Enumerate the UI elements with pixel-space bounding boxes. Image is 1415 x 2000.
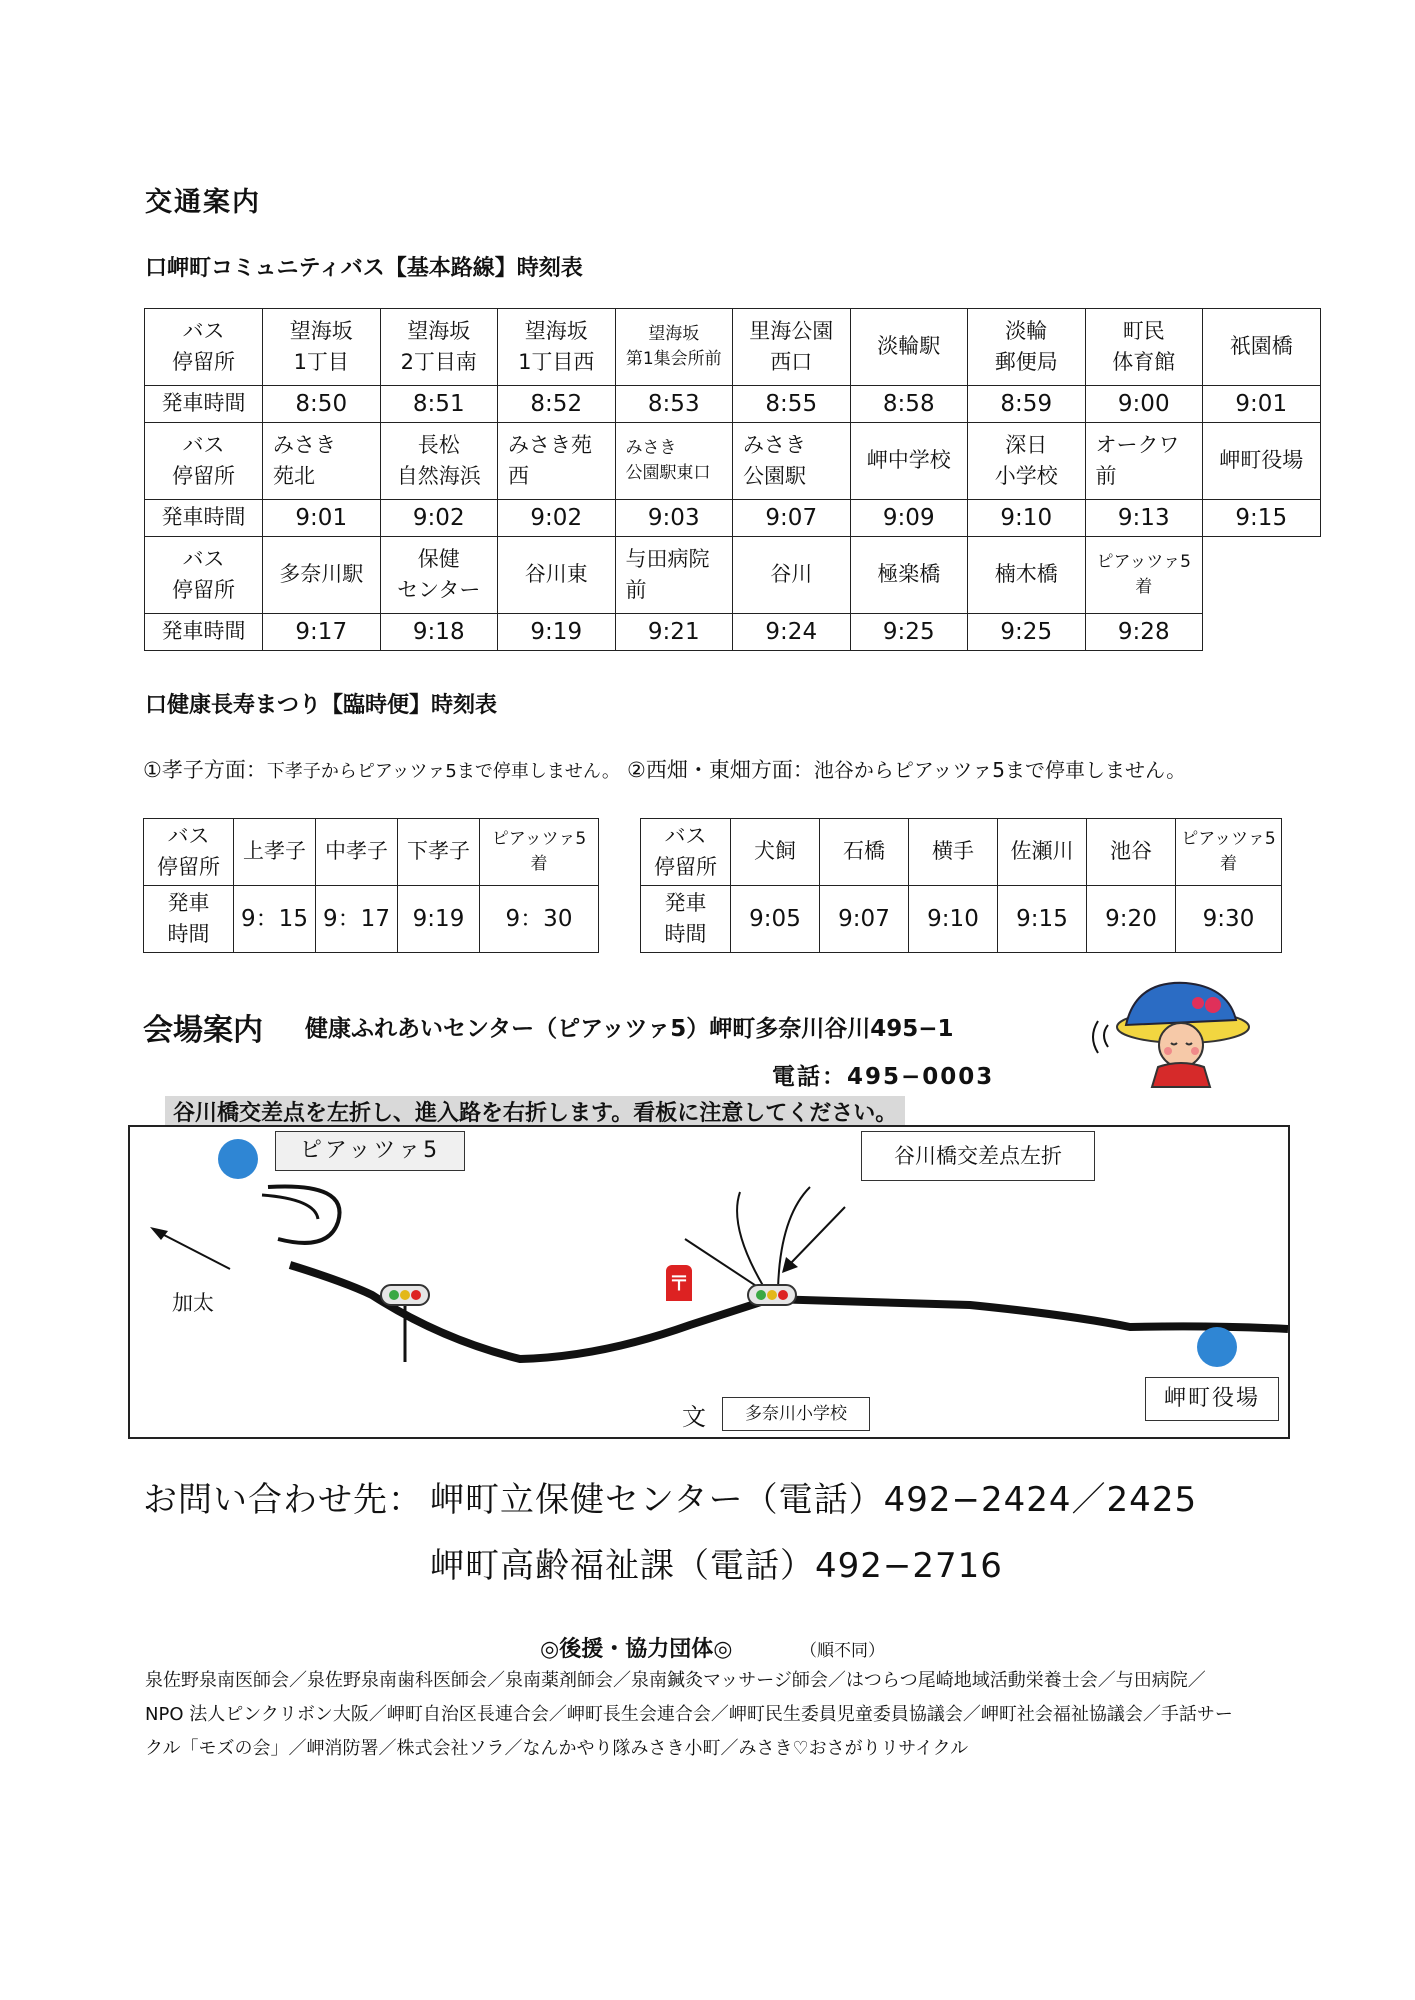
time-row [145, 386, 1321, 423]
school-icon: 文 [682, 1403, 706, 1431]
special-stop-cell: 下孝子 [398, 819, 480, 886]
contact-line1: 岬町立保健センター（電話）492−2424／2425 [430, 1480, 1198, 1520]
bus-stop-cell: 多奈川駅 [263, 537, 381, 614]
traffic-light-icon [747, 1284, 797, 1306]
post-office-icon: 〒 [666, 1265, 692, 1301]
bus-stop-cell: 望海坂 2丁目南 [380, 309, 498, 386]
special-time-cell: 9:20 [1087, 886, 1176, 953]
bus-stop-cell: 望海坂 第1集会所前 [615, 309, 733, 386]
special-time-cell: 9:07 [820, 886, 909, 953]
special-stop-cell: ピアッツァ5 着 [480, 819, 599, 886]
bus-stop-cell: 与田病院 前 [615, 537, 733, 614]
map-office-label: 岬町役場 [1145, 1377, 1279, 1421]
time-row [145, 614, 1321, 651]
special-stop-cell: 佐瀬川 [998, 819, 1087, 886]
contact-label: お問い合わせ先： [143, 1480, 423, 1520]
departure-time-cell: 9:09 [850, 500, 968, 537]
bus-stop-cell: 保健 センター [380, 537, 498, 614]
special-time-cell: 9：15 [234, 886, 316, 953]
venue-place: 健康ふれあいセンター（ピアッツァ5）岬町多奈川谷川495−1 [305, 1016, 954, 1042]
route2-timetable [640, 818, 1282, 953]
departure-time-cell: 9:21 [615, 614, 733, 651]
departure-time-cell: 9:01 [263, 500, 381, 537]
directions: 谷川橋交差点を左折し、進入路を右折します。看板に注意してください。 [165, 1096, 905, 1127]
departure-time-cell: 9:13 [1085, 500, 1203, 537]
bus-timetable [144, 308, 1321, 651]
stop-row [145, 423, 1321, 500]
departure-time-cell: 9:15 [1203, 500, 1321, 537]
bus-stop-cell: 望海坂 1丁目 [263, 309, 381, 386]
departure-time-cell: 9:01 [1203, 386, 1321, 423]
departure-time-cell: 9:17 [263, 614, 381, 651]
office-marker-icon [1197, 1327, 1237, 1367]
bus-stop-cell: ピアッツァ5 着 [1085, 537, 1203, 614]
bus-stop-cell: 淡輪 郵便局 [968, 309, 1086, 386]
contact-line2: 岬町高齢福祉課（電話）492−2716 [430, 1546, 1003, 1586]
map-roads [130, 1127, 1288, 1437]
row-label-time: 発車時間 [145, 386, 263, 423]
departure-time-cell: 8:52 [498, 386, 616, 423]
bus-stop-cell: 淡輪駅 [850, 309, 968, 386]
route2-note-body: 池谷からピアッツァ5まで停車しません。 [813, 758, 1187, 782]
row-label-stop: バス 停留所 [641, 819, 731, 886]
bus-stop-cell: みさき 公園駅 [733, 423, 851, 500]
special-stop-cell: 犬飼 [731, 819, 820, 886]
row-label-time: 発車時間 [145, 500, 263, 537]
special-heading: 口健康長寿まつり【臨時便】時刻表 [145, 693, 498, 718]
stop-row [145, 537, 1321, 614]
route1-note-body: 下孝子からピアッツァ5まで停車しません。 [266, 761, 620, 782]
page-title: 交通案内 [145, 187, 261, 218]
departure-time-cell: 9:24 [733, 614, 851, 651]
bus-stop-cell: 谷川東 [498, 537, 616, 614]
row-label-time: 発車 時間 [641, 886, 731, 953]
departure-time-cell: 8:50 [263, 386, 381, 423]
venue-phone: 電話：495−0003 [772, 1064, 995, 1090]
support-line3: クル「モズの会」／岬消防署／株式会社ソラ／なんかやり隊みさき小町／みさき♡おさがりリサイクル [145, 1738, 969, 1759]
departure-time-cell: 9:25 [968, 614, 1086, 651]
route1-note-head: ①孝子方面： [143, 758, 267, 782]
bus-stop-cell: みさき苑 西 [498, 423, 616, 500]
bus-heading: 口岬町コミュニティバス【基本路線】時刻表 [145, 256, 583, 281]
bus-stop-cell: 岬中学校 [850, 423, 968, 500]
bus-stop-cell: 里海公園 西口 [733, 309, 851, 386]
row-label-stop: バス 停留所 [145, 309, 263, 386]
bus-stop-cell: みさき 苑北 [263, 423, 381, 500]
bus-stop-cell: 祇園橋 [1203, 309, 1321, 386]
support-order: （順不同） [800, 1641, 885, 1661]
route2-note [627, 754, 1186, 784]
special-time-cell: 9:05 [731, 886, 820, 953]
bus-stop-cell: 長松 自然海浜 [380, 423, 498, 500]
bus-stop-cell: 深日 小学校 [968, 423, 1086, 500]
venue-title: 会場案内 [143, 1013, 263, 1048]
special-time-cell: 9：30 [480, 886, 599, 953]
row-label-stop: バス 停留所 [145, 537, 263, 614]
departure-time-cell: 9:18 [380, 614, 498, 651]
special-time-cell: 9：17 [316, 886, 398, 953]
departure-time-cell: 9:00 [1085, 386, 1203, 423]
special-stop-cell: ピアッツァ5 着 [1176, 819, 1282, 886]
support-line1: 泉佐野泉南医師会／泉佐野泉南歯科医師会／泉南薬剤師会／泉南鍼灸マッサージ師会／はつらつ尾崎地域活動栄養士会／与田病院／ [145, 1670, 1206, 1691]
stop-row [145, 309, 1321, 386]
piazza-marker-icon [218, 1139, 258, 1179]
bus-stop-cell: 楠木橋 [968, 537, 1086, 614]
map-piazza-label: ピアッツァ5 [275, 1131, 465, 1171]
bus-stop-cell: 望海坂 1丁目西 [498, 309, 616, 386]
row-label-stop: バス 停留所 [145, 423, 263, 500]
departure-time-cell: 8:51 [380, 386, 498, 423]
departure-time-cell: 8:53 [615, 386, 733, 423]
special-time-cell: 9:19 [398, 886, 480, 953]
departure-time-cell: 8:55 [733, 386, 851, 423]
support-title: ◎後援・協力団体◎ [540, 1637, 733, 1662]
traffic-light-icon [380, 1284, 430, 1306]
departure-time-cell: 9:02 [380, 500, 498, 537]
bus-stop-cell: 町民 体育館 [1085, 309, 1203, 386]
support-line2: NPO 法人ピンクリボン大阪／岬町自治区長連合会／岬町長生会連合会／岬町民生委員児童委員協議会／岬町社会福祉協議会／手話サー [145, 1704, 1233, 1725]
map-turn-label: 谷川橋交差点左折 [861, 1131, 1095, 1181]
bus-stop-cell: 極楽橋 [850, 537, 968, 614]
special-stop-cell: 石橋 [820, 819, 909, 886]
special-time-cell: 9:30 [1176, 886, 1282, 953]
route1-note [143, 754, 620, 784]
time-row [145, 500, 1321, 537]
access-map [128, 1125, 1290, 1439]
row-label-time: 発車 時間 [144, 886, 234, 953]
special-stop-cell: 上孝子 [234, 819, 316, 886]
special-stop-cell: 横手 [909, 819, 998, 886]
map-kada-label: 加太 [172, 1291, 214, 1315]
departure-time-cell: 8:59 [968, 386, 1086, 423]
bus-stop-cell: みさき 公園駅東口 [615, 423, 733, 500]
special-time-cell: 9:10 [909, 886, 998, 953]
bus-stop-cell: 岬町役場 [1203, 423, 1321, 500]
departure-time-cell: 8:58 [850, 386, 968, 423]
departure-time-cell: 9:07 [733, 500, 851, 537]
departure-time-cell: 9:10 [968, 500, 1086, 537]
special-time-cell: 9:15 [998, 886, 1087, 953]
departure-time-cell: 9:03 [615, 500, 733, 537]
bus-stop-cell: オークワ 前 [1085, 423, 1203, 500]
departure-time-cell: 9:02 [498, 500, 616, 537]
departure-time-cell: 9:19 [498, 614, 616, 651]
bus-stop-cell: 谷川 [733, 537, 851, 614]
row-label-time: 発車時間 [145, 614, 263, 651]
route2-note-head: ②西畑・東畑方面： [627, 758, 814, 782]
special-stop-cell: 中孝子 [316, 819, 398, 886]
route1-timetable [143, 818, 599, 953]
departure-time-cell: 9:25 [850, 614, 968, 651]
map-school-label: 多奈川小学校 [722, 1397, 870, 1431]
mascot-illustration [1088, 975, 1253, 1095]
departure-time-cell: 9:28 [1085, 614, 1203, 651]
row-label-stop: バス 停留所 [144, 819, 234, 886]
special-stop-cell: 池谷 [1087, 819, 1176, 886]
